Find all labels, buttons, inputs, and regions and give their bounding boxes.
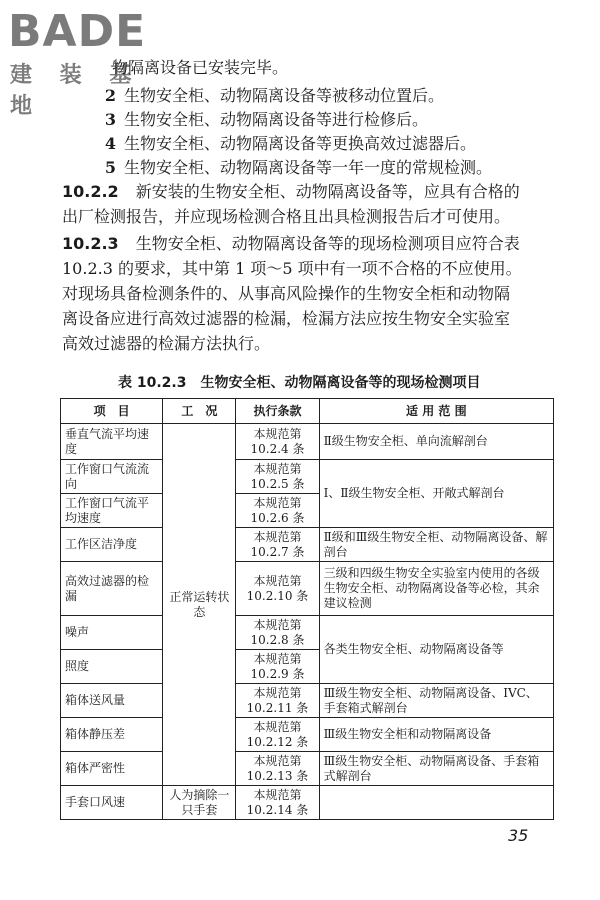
cell-item: 噪声 (61, 616, 163, 650)
cell-scope: Ⅰ、Ⅱ级生物安全柜、开敞式解剖台 (319, 460, 553, 528)
table-row (61, 528, 554, 562)
inspection-table (60, 398, 554, 820)
list-item (96, 133, 476, 155)
cell-scope: 各类生物安全柜、动物隔离设备等 (319, 616, 553, 684)
cell-scope: Ⅲ级生物安全柜、动物隔离设备、手套箱式解剖台 (319, 752, 553, 786)
header-clause: 执行条款 (236, 399, 319, 424)
list-item (96, 109, 428, 131)
cell-scope (319, 786, 553, 820)
list-item (96, 157, 492, 179)
list-item-text: 生物安全柜、动物隔离设备等一年一度的常规检测。 (124, 158, 493, 177)
table-row (61, 786, 554, 820)
paragraph-text: 10.2.3 的要求，其中第 1 项～5 项中有一项不合格的不应使用。 (62, 259, 522, 278)
paragraph-text: 新安装的生物安全柜、动物隔离设备等，应具有合格的 (135, 182, 520, 201)
cell-clause: 本规范第 10.2.9 条 (236, 650, 319, 684)
cell-clause: 本规范第 10.2.12 条 (236, 718, 319, 752)
cell-clause: 本规范第 10.2.14 条 (236, 786, 319, 820)
cell-item: 箱体严密性 (61, 752, 163, 786)
paragraph-line (62, 258, 522, 280)
list-item-number: 4 (104, 134, 116, 153)
cell-scope: Ⅱ级生物安全柜、单向流解剖台 (319, 424, 553, 460)
logo-brand-text: BADE (8, 6, 147, 57)
cell-item: 箱体静压差 (61, 718, 163, 752)
cell-clause: 本规范第 10.2.8 条 (236, 616, 319, 650)
list-item-text: 物隔离设备已安装完毕。 (112, 58, 289, 77)
cell-scope: Ⅲ级生物安全柜和动物隔离设备 (319, 718, 553, 752)
section-10-2-2-line (62, 181, 520, 203)
paragraph-text: 高效过滤器的检漏方法执行。 (62, 334, 271, 353)
header-item: 项 目 (61, 399, 163, 424)
table-row (61, 752, 554, 786)
cell-clause: 本规范第 10.2.5 条 (236, 460, 319, 494)
paragraph-text: 对现场具备检测条件的、从事高风险操作的生物安全柜和动物隔 (62, 284, 511, 303)
section-number: 10.2.2 (62, 182, 119, 201)
paragraph-line (62, 206, 510, 228)
paragraph-text: 离设备应进行高效过滤器的检漏，检漏方法应按生物安全实验室 (62, 309, 511, 328)
cell-item: 照度 (61, 650, 163, 684)
paragraph-line (62, 283, 510, 305)
cell-item: 工作窗口气流流向 (61, 460, 163, 494)
cell-item: 高效过滤器的检漏 (61, 562, 163, 616)
page-number: 35 (508, 826, 529, 845)
cell-condition-glove: 人为摘除一只手套 (163, 786, 236, 820)
table-row (61, 616, 554, 650)
list-item-number: 5 (104, 158, 116, 177)
list-item-text: 生物安全柜、动物隔离设备等进行检修后。 (124, 110, 429, 129)
paragraph-text: 生物安全柜、动物隔离设备等的现场检测项目应符合表 (135, 234, 520, 253)
table-row (61, 460, 554, 494)
cell-clause: 本规范第 10.2.6 条 (236, 494, 319, 528)
table-row (61, 684, 554, 718)
list-item-number: 2 (104, 86, 116, 105)
paragraph-line (62, 308, 510, 330)
list-item-text: 生物安全柜、动物隔离设备等更换高效过滤器后。 (124, 134, 477, 153)
cell-clause: 本规范第 10.2.7 条 (236, 528, 319, 562)
cell-condition-normal: 正常运转状态 (163, 424, 236, 786)
table-caption: 表 10.2.3 生物安全柜、动物隔离设备等的现场检测项目 (118, 375, 481, 391)
list-item (96, 85, 444, 107)
header-condition: 工 况 (163, 399, 236, 424)
table-header-row (61, 399, 554, 424)
cell-scope: Ⅱ级和Ⅲ级生物安全柜、动物隔离设备、解剖台 (319, 528, 553, 562)
paragraph-text: 出厂检测报告，并应现场检测合格且出具检测报告后才可使用。 (62, 207, 511, 226)
cell-scope: Ⅲ级生物安全柜、动物隔离设备、IVC、手套箱式解剖台 (319, 684, 553, 718)
list-item-text: 生物安全柜、动物隔离设备等被移动位置后。 (124, 86, 445, 105)
cell-item: 箱体送风量 (61, 684, 163, 718)
section-number: 10.2.3 (62, 234, 119, 253)
cell-item: 手套口风速 (61, 786, 163, 820)
table-row (61, 424, 554, 460)
list-item (112, 57, 288, 79)
list-item-number: 3 (104, 110, 116, 129)
cell-scope: 三级和四级生物安全实验室内使用的各级生物安全柜、动物隔离设备等必检，其余建议检测 (319, 562, 553, 616)
table-row (61, 718, 554, 752)
cell-item: 工作窗口气流平均速度 (61, 494, 163, 528)
table-row (61, 562, 554, 616)
cell-item: 垂直气流平均速度 (61, 424, 163, 460)
cell-clause: 本规范第 10.2.10 条 (236, 562, 319, 616)
header-scope: 适 用 范 围 (319, 399, 553, 424)
logo-subtitle-text: 建 装 基 地 (10, 63, 142, 119)
cell-clause: 本规范第 10.2.13 条 (236, 752, 319, 786)
section-10-2-3-line (62, 233, 520, 255)
paragraph-line (62, 333, 270, 355)
cell-clause: 本规范第 10.2.11 条 (236, 684, 319, 718)
cell-item: 工作区洁净度 (61, 528, 163, 562)
cell-clause: 本规范第 10.2.4 条 (236, 424, 319, 460)
